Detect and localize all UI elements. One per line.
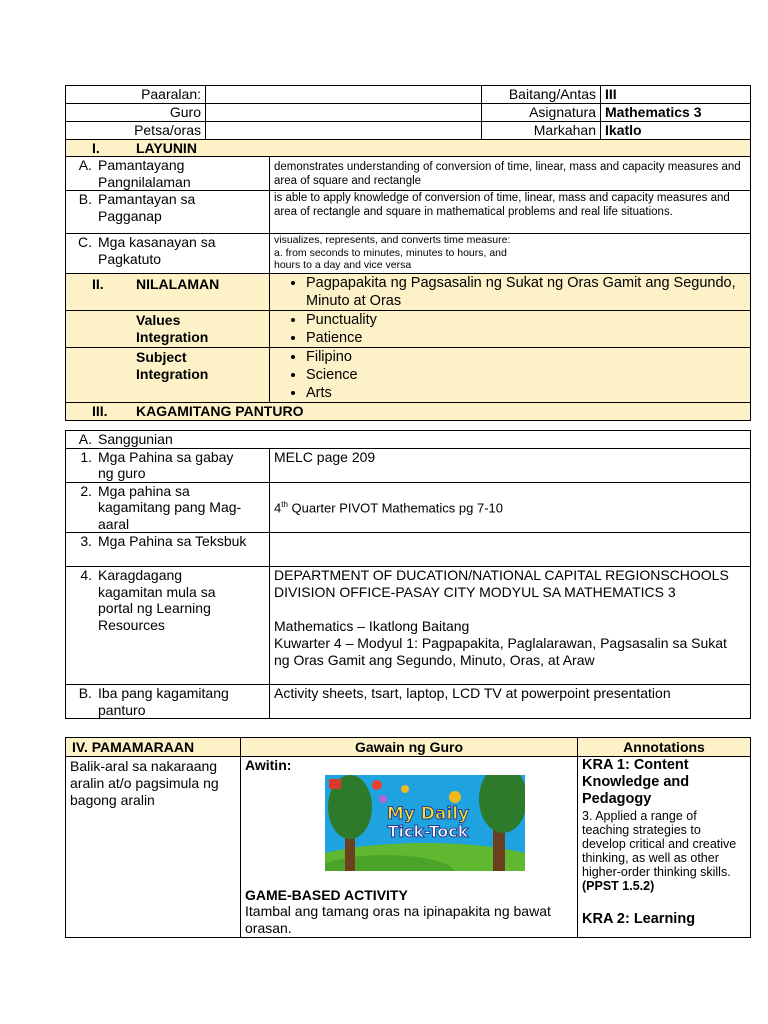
item-label: Sanggunian: [98, 431, 173, 447]
objective-b-label: [66, 191, 270, 234]
ref-row-2-value: [270, 482, 751, 533]
objective-c-text: [270, 234, 751, 274]
kra1-body: 3. Applied a range of teaching strategies to develop critical and creative thinking, as well as other higher-order thinking skills.: [582, 809, 737, 879]
col-annotations: Annotations: [578, 738, 751, 757]
item-letter: A.: [78, 431, 92, 447]
objective-a-text: demonstrates understanding of conversion of time, linear, mass and capacity measures and area of square and rectangle: [270, 157, 751, 191]
quarter-value: Ikatlo: [601, 122, 751, 140]
section-nilalaman: [66, 274, 270, 311]
item-label: Mga pahina sa kagamitang pang Mag-aaral: [98, 482, 242, 532]
ref-b-value: Activity sheets, tsart, laptop, LCD TV at powerpoint presentation: [270, 685, 751, 719]
grade-label: Baitang/Antas: [482, 86, 601, 104]
ref-row-3-value: [270, 533, 751, 567]
school-value: [206, 86, 482, 104]
bullet-item: • Patience: [306, 329, 746, 347]
date-label: Petsa/oras: [66, 122, 206, 140]
ref-b-label: [66, 685, 270, 719]
value-block: DEPARTMENT OF DUCATION/NATIONAL CAPITAL REGIONSCHOOLS DIVISION OFFICE-PASAY CITY MODYUL SA MATHEMATICS 3: [274, 567, 729, 600]
item-number: 1.: [80, 448, 92, 465]
roman-i: I.: [92, 139, 100, 156]
label-text: Subject Integration: [136, 349, 209, 382]
section-kagamitan: [66, 403, 751, 421]
item-letter: C.: [78, 234, 92, 250]
section-title: LAYUNIN: [136, 139, 197, 156]
section-title: KAGAMITANG PANTURO: [136, 403, 304, 419]
header-objectives-table: [65, 85, 751, 421]
date-value: [206, 122, 482, 140]
subjects-list: [270, 348, 751, 403]
awitin-label: Awitin:: [245, 757, 292, 773]
game-text: Itambal ang tamang oras na ipinapakita ng bawat orasan.: [245, 903, 551, 936]
value-part: Quarter PIVOT Mathematics pg 7-10: [287, 499, 503, 515]
review-label: Balik-aral sa nakaraang aralin at/o pagsimula ng bagong aralin: [66, 757, 241, 938]
kra1-ppst: (PPST 1.5.2): [582, 879, 655, 893]
text-line: hours to a day and vice versa: [274, 259, 412, 271]
value-sup: th: [281, 499, 288, 509]
ref-row-3-label: [66, 533, 270, 567]
value-block: Kuwarter 4 – Modyul 1: Pagpapakita, Paglalarawan, Pagsasalin sa Sukat ng Oras Gamit ang Segundo, Minuto, Oras, at Araw: [274, 635, 727, 668]
col-gawain: Gawain ng Guro: [241, 738, 578, 757]
song-title-line1: My Daily: [386, 804, 470, 824]
label-text: Values Integration: [136, 312, 209, 345]
objective-b-text: is able to apply knowledge of conversion of time, linear, mass and capacity measures and area of rectangle and square in mathematical problems and real life situations.: [270, 191, 751, 234]
subject-integration-label: [66, 348, 270, 403]
ref-row-1-label: [66, 448, 270, 482]
ref-row-1-value: MELC page 209: [270, 448, 751, 482]
nilalaman-content: [270, 274, 751, 311]
kra1-title: KRA 1: Content Knowledge and Pedagogy: [582, 757, 690, 807]
item-label: Pamantayang Pangnilalaman: [98, 157, 191, 190]
song-video-thumbnail[interactable]: [325, 775, 525, 871]
values-list: [270, 311, 751, 348]
kra2-title: KRA 2: Learning: [582, 911, 696, 927]
roman-iii: III.: [92, 403, 108, 419]
item-number: 2.: [80, 482, 92, 499]
subject-label: Asignatura: [482, 104, 601, 122]
bullet-item: • Pagpapakita ng Pagsasalin ng Sukat ng Oras Gamit ang Segundo, Minuto at Oras: [306, 274, 746, 310]
item-letter: A.: [78, 157, 92, 173]
item-letter: B.: [78, 191, 92, 207]
item-label: Pamantayan sa Pagganap: [98, 191, 196, 224]
school-label: Paaralan:: [66, 86, 206, 104]
ref-row-2-label: [66, 482, 270, 533]
item-label: Karagdagang kagamitan mula sa portal ng Learning Resources: [98, 567, 216, 633]
objective-c-label: [66, 234, 270, 274]
item-letter: B.: [78, 685, 92, 701]
teacher-label: Guro: [66, 104, 206, 122]
ref-row-4-label: [66, 567, 270, 685]
item-label: Mga kasanayan sa Pagkatuto: [98, 234, 216, 267]
references-table: [65, 430, 751, 719]
section-title: NILALAMAN: [136, 276, 220, 292]
col-pamamaraan: IV. PAMAMARAAN: [66, 738, 241, 757]
grade-value: III: [601, 86, 751, 104]
item-label: Mga Pahina sa Teksbuk: [98, 533, 247, 549]
bullet-item: • Filipino: [306, 348, 746, 366]
teacher-activity: [241, 757, 578, 938]
teacher-value: [206, 104, 482, 122]
value-block: Mathematics – Ikatlong Baitang: [274, 618, 470, 634]
text-line: visualizes, represents, and converts time measure:: [274, 234, 511, 246]
values-integration-label: [66, 311, 270, 348]
value-part: 4: [274, 499, 282, 515]
ref-row-4-value: [270, 567, 751, 685]
bullet-item: • Arts: [306, 384, 746, 402]
item-number: 4.: [80, 567, 92, 583]
song-title-line2: Tick-Tock: [387, 822, 469, 841]
bullet-item: • Science: [306, 366, 746, 384]
roman-ii: II.: [92, 276, 104, 292]
text-line: a. from seconds to minutes, minutes to hours, and: [274, 246, 507, 259]
quarter-label: Markahan: [482, 122, 601, 140]
item-number: 3.: [80, 533, 92, 549]
game-title: GAME-BASED ACTIVITY: [245, 887, 408, 903]
annotations-cell: [578, 757, 751, 938]
item-label: Iba pang kagamitang panturo: [98, 685, 229, 718]
bullet-item: • Punctuality: [306, 311, 746, 329]
procedure-table: [65, 737, 751, 938]
objective-a-label: [66, 157, 270, 191]
section-layunin: [66, 139, 751, 157]
sanggunian-header: [66, 431, 751, 449]
item-label: Mga Pahina sa gabay ng guro: [98, 448, 234, 481]
subject-value: Mathematics 3: [601, 104, 751, 122]
